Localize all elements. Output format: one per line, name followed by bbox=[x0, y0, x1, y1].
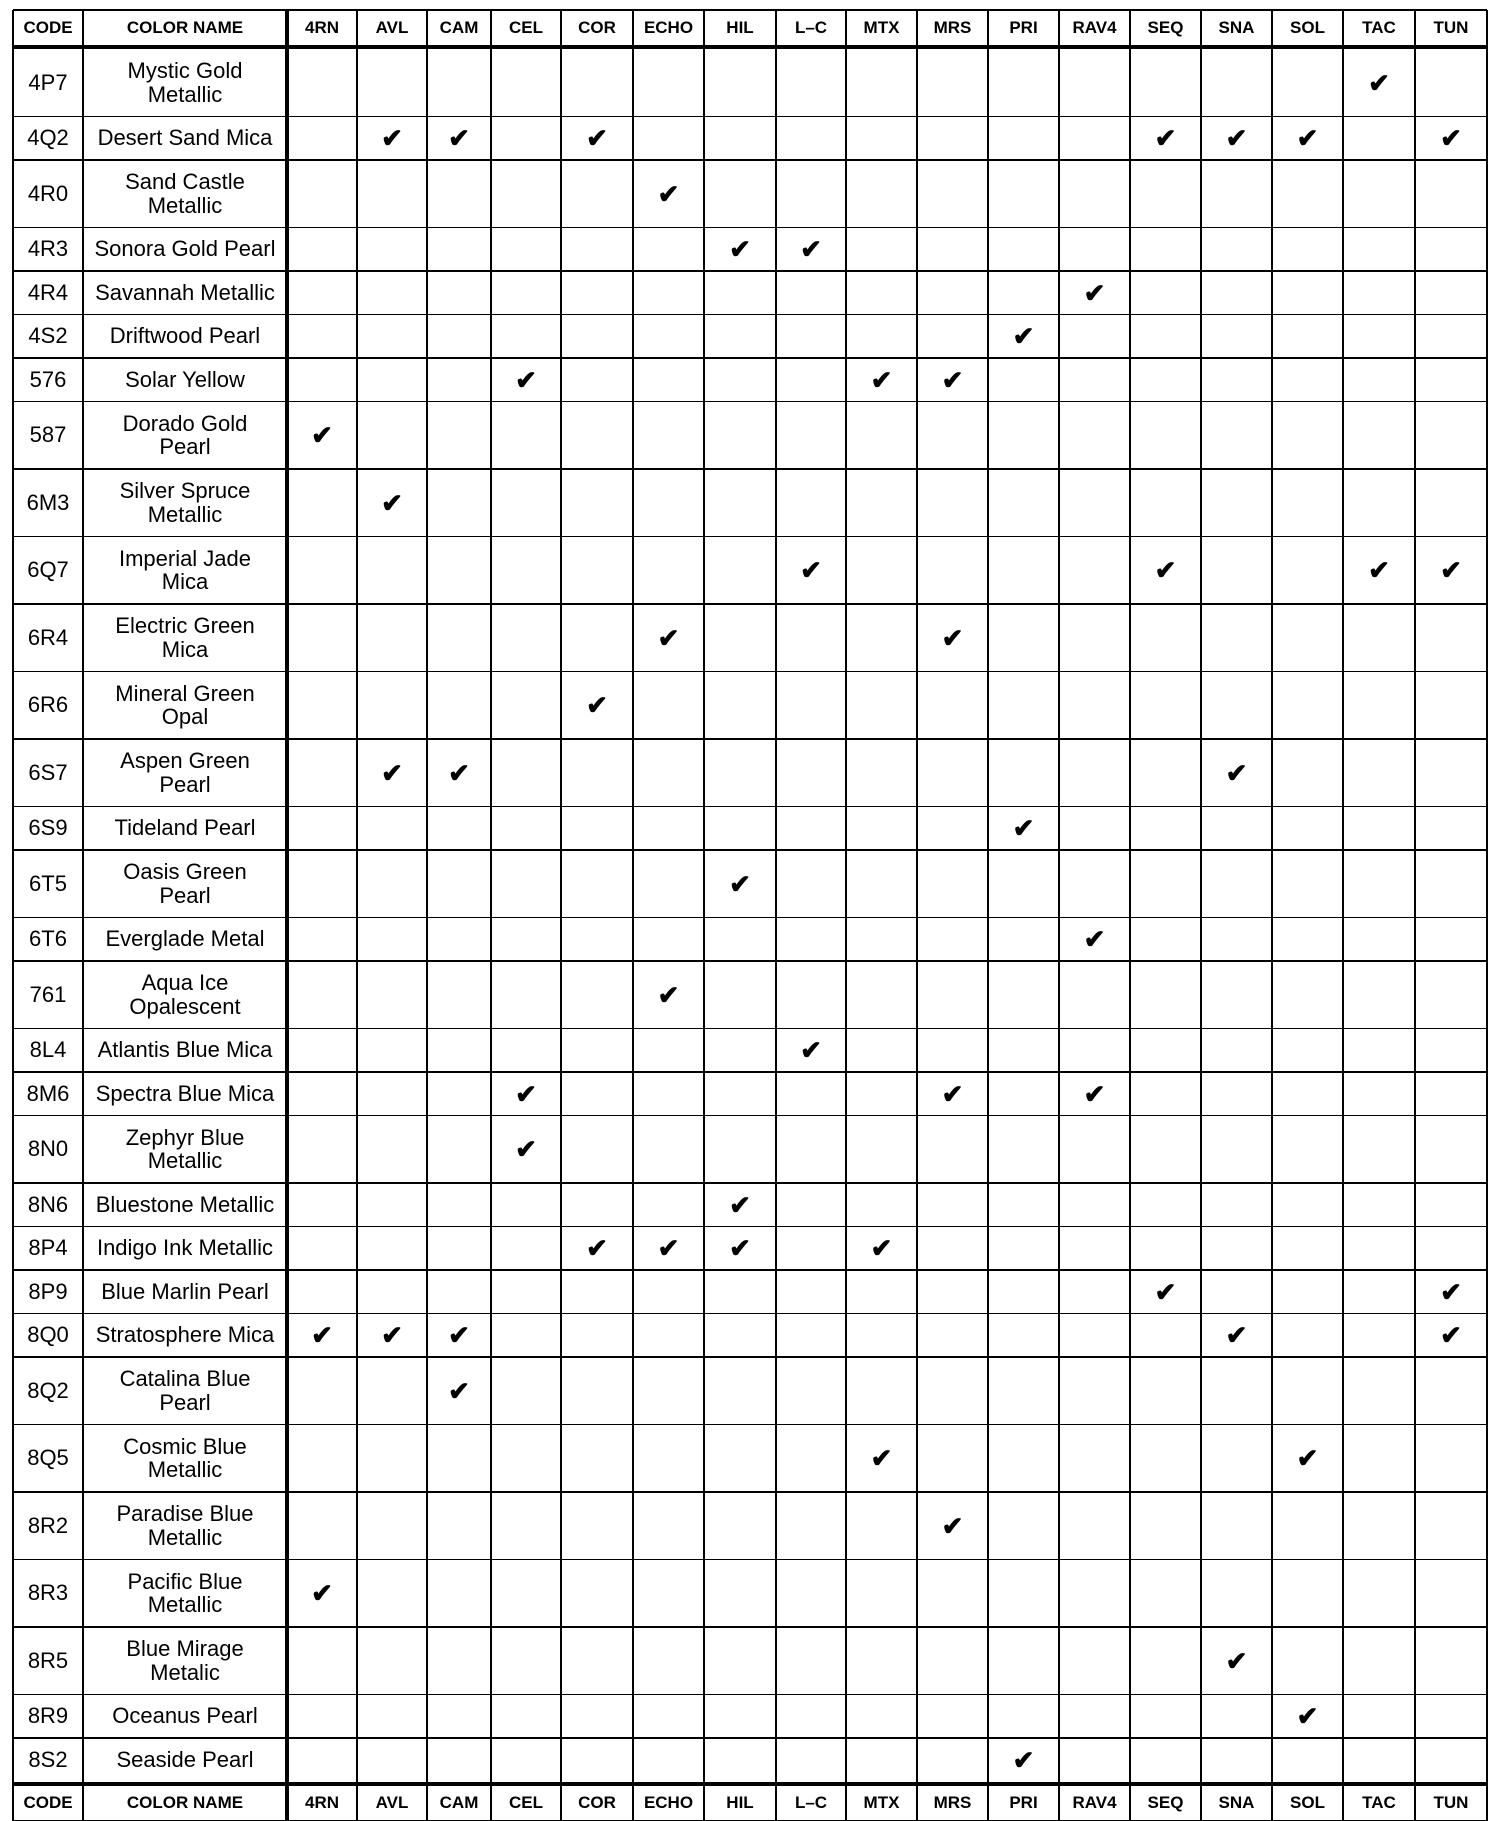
checkmark-icon: ✔ bbox=[800, 1035, 822, 1066]
checkmark-icon: ✔ bbox=[586, 123, 608, 154]
header-bottom-col-mrs: MRS bbox=[933, 1792, 972, 1812]
checkmark-icon: ✔ bbox=[1083, 924, 1106, 955]
row-divider bbox=[13, 1071, 1487, 1073]
row-color-name: Bluestone Metallic bbox=[95, 1191, 275, 1217]
row-code: 8Q5 bbox=[27, 1445, 69, 1471]
checkmark-icon: ✔ bbox=[1012, 321, 1035, 352]
row-code: 8P4 bbox=[28, 1235, 68, 1261]
checkmark-icon: ✔ bbox=[1440, 555, 1462, 586]
row-color-name: Blue Marlin Pearl bbox=[101, 1278, 269, 1304]
row-color-name: Silver Spruce Metallic bbox=[119, 478, 251, 527]
column-divider bbox=[356, 10, 358, 1821]
header-top-col-mrs: MRS bbox=[933, 18, 972, 38]
checkmark-icon: ✔ bbox=[1225, 123, 1248, 154]
row-code: 6T6 bbox=[29, 926, 67, 952]
column-divider bbox=[1058, 10, 1060, 1821]
checkmark-icon: ✔ bbox=[657, 1233, 680, 1264]
checkmark-icon: ✔ bbox=[870, 1233, 893, 1264]
row-divider bbox=[13, 270, 1487, 272]
row-divider bbox=[13, 159, 1487, 161]
row-code: 576 bbox=[29, 366, 67, 392]
row-color-name: Solar Yellow bbox=[125, 366, 245, 392]
checkmark-icon: ✔ bbox=[657, 979, 680, 1010]
row-color-name: Catalina Blue Pearl bbox=[119, 1366, 251, 1415]
header-bottom-col-4rn: 4RN bbox=[304, 1792, 339, 1812]
header-top-col-hil: HIL bbox=[726, 18, 754, 38]
row-divider bbox=[13, 917, 1487, 919]
row-color-name: Indigo Ink Metallic bbox=[96, 1235, 274, 1261]
row-code: 8R5 bbox=[27, 1647, 69, 1673]
row-color-name: Oceanus Pearl bbox=[112, 1703, 258, 1729]
header-top-col-sol: SOL bbox=[1290, 18, 1325, 38]
row-code: 8Q2 bbox=[27, 1377, 69, 1403]
column-divider bbox=[1200, 10, 1202, 1821]
row-code: 8S2 bbox=[28, 1746, 68, 1772]
checkmark-icon: ✔ bbox=[311, 1320, 333, 1351]
column-divider bbox=[987, 10, 989, 1821]
checkmark-icon: ✔ bbox=[586, 1233, 608, 1264]
header-top-col-tac: TAC bbox=[1362, 18, 1396, 38]
row-code: 8P9 bbox=[28, 1278, 68, 1304]
header-top-col-cam: CAM bbox=[439, 18, 479, 38]
row-code: 8M6 bbox=[26, 1080, 70, 1106]
header-top-col-pri: PRI bbox=[1009, 18, 1038, 38]
checkmark-icon: ✔ bbox=[586, 690, 608, 721]
checkmark-icon: ✔ bbox=[729, 1189, 751, 1220]
header-bottom-col-l–c: L–C bbox=[794, 1792, 828, 1812]
row-divider bbox=[13, 671, 1487, 673]
row-divider bbox=[13, 1626, 1487, 1628]
checkmark-icon: ✔ bbox=[311, 1578, 333, 1609]
column-divider bbox=[12, 10, 14, 1821]
row-code: 6R6 bbox=[27, 692, 69, 718]
row-color-name: Spectra Blue Mica bbox=[95, 1080, 275, 1106]
header-top-col-echo: ECHO bbox=[643, 18, 694, 38]
row-color-name: Mystic Gold Metallic bbox=[127, 58, 243, 107]
checkmark-icon: ✔ bbox=[870, 364, 893, 395]
column-divider bbox=[82, 10, 84, 1821]
checkmark-icon: ✔ bbox=[448, 757, 470, 788]
row-code: 6R4 bbox=[27, 624, 69, 650]
column-divider bbox=[1342, 10, 1344, 1821]
row-divider bbox=[13, 314, 1487, 316]
row-divider bbox=[13, 1028, 1487, 1030]
checkmark-icon: ✔ bbox=[1083, 277, 1106, 308]
header-top-col-mtx: MTX bbox=[863, 18, 900, 38]
row-color-name: Mineral Green Opal bbox=[115, 680, 255, 730]
row-divider bbox=[13, 1226, 1487, 1228]
column-divider bbox=[916, 10, 918, 1821]
row-code: 6S7 bbox=[28, 759, 68, 785]
row-code: 6S9 bbox=[28, 815, 68, 841]
checkmark-icon: ✔ bbox=[515, 1078, 537, 1109]
row-color-name: Oasis Green Pearl bbox=[123, 859, 247, 908]
footer-rule bbox=[13, 1782, 1487, 1786]
header-top-color-name: COLOR NAME bbox=[126, 18, 244, 38]
checkmark-icon: ✔ bbox=[1225, 1645, 1248, 1676]
row-color-name: Sonora Gold Pearl bbox=[94, 236, 276, 262]
row-color-name: Sand Castle Metallic bbox=[125, 169, 245, 218]
row-divider bbox=[13, 603, 1487, 605]
row-code: 8Q0 bbox=[27, 1322, 69, 1348]
checkmark-icon: ✔ bbox=[800, 234, 822, 265]
column-divider bbox=[775, 10, 777, 1821]
column-divider bbox=[490, 10, 492, 1821]
checkmark-icon: ✔ bbox=[1296, 1701, 1319, 1732]
checkmark-icon: ✔ bbox=[657, 178, 680, 209]
row-color-name: Blue Mirage Metalic bbox=[126, 1636, 244, 1685]
checkmark-icon: ✔ bbox=[1012, 1744, 1035, 1775]
row-code: 4P7 bbox=[28, 69, 68, 95]
header-bottom-col-sna: SNA bbox=[1218, 1792, 1255, 1812]
row-color-name: Aqua Ice Opalescent bbox=[129, 970, 241, 1019]
row-divider bbox=[13, 1356, 1487, 1358]
row-color-name: Paradise Blue Metallic bbox=[116, 1501, 254, 1550]
column-divider bbox=[845, 10, 847, 1821]
row-divider bbox=[13, 960, 1487, 962]
column-divider bbox=[1129, 10, 1131, 1821]
header-bottom-col-cel: CEL bbox=[509, 1792, 543, 1812]
row-divider bbox=[13, 1269, 1487, 1271]
row-divider bbox=[13, 738, 1487, 740]
header-bottom-col-avl: AVL bbox=[375, 1792, 409, 1812]
row-divider bbox=[13, 849, 1487, 851]
header-bottom-col-echo: ECHO bbox=[643, 1792, 694, 1812]
column-divider bbox=[703, 10, 705, 1821]
row-divider bbox=[13, 806, 1487, 808]
header-bottom-col-tac: TAC bbox=[1362, 1792, 1396, 1812]
checkmark-icon: ✔ bbox=[800, 555, 822, 586]
header-top-col-l–c: L–C bbox=[794, 18, 828, 38]
header-bottom-col-tun: TUN bbox=[1433, 1792, 1469, 1812]
header-top-col-cor: COR bbox=[578, 18, 616, 38]
checkmark-icon: ✔ bbox=[1440, 1276, 1462, 1307]
column-divider bbox=[632, 10, 634, 1821]
row-code: 4S2 bbox=[28, 323, 68, 349]
checkmark-icon: ✔ bbox=[941, 622, 964, 653]
row-divider bbox=[13, 116, 1487, 118]
header-bottom-col-cam: CAM bbox=[439, 1792, 479, 1812]
checkmark-icon: ✔ bbox=[1440, 123, 1462, 154]
row-divider bbox=[13, 468, 1487, 470]
header-bottom-col-hil: HIL bbox=[726, 1792, 754, 1812]
row-color-name: Pacific Blue Metallic bbox=[127, 1568, 243, 1618]
header-top-col-cel: CEL bbox=[509, 18, 543, 38]
header-top-col-seq: SEQ bbox=[1147, 18, 1184, 38]
checkmark-icon: ✔ bbox=[1154, 1276, 1177, 1307]
checkmark-icon: ✔ bbox=[448, 123, 470, 154]
checkmark-icon: ✔ bbox=[657, 622, 680, 653]
row-color-name: Savannah Metallic bbox=[95, 279, 275, 305]
checkmark-icon: ✔ bbox=[941, 1510, 964, 1541]
row-color-name: Everglade Metal bbox=[105, 926, 265, 952]
column-divider bbox=[1271, 10, 1273, 1821]
header-bottom-col-rav4: RAV4 bbox=[1072, 1792, 1117, 1812]
checkmark-icon: ✔ bbox=[1440, 1320, 1462, 1351]
row-code: 6M3 bbox=[26, 489, 70, 515]
row-code: 6Q7 bbox=[27, 557, 69, 583]
checkmark-icon: ✔ bbox=[1154, 555, 1177, 586]
row-code: 8L4 bbox=[29, 1037, 67, 1063]
row-color-name: Cosmic Blue Metallic bbox=[123, 1433, 247, 1483]
header-top-col-tun: TUN bbox=[1433, 18, 1469, 38]
checkmark-icon: ✔ bbox=[1012, 813, 1035, 844]
row-code: 6T5 bbox=[29, 870, 67, 896]
row-color-name: Tideland Pearl bbox=[114, 815, 256, 841]
row-divider bbox=[13, 1182, 1487, 1184]
checkmark-icon: ✔ bbox=[381, 487, 403, 518]
row-color-name: Aspen Green Pearl bbox=[120, 748, 250, 797]
row-code: 4R0 bbox=[27, 180, 69, 206]
row-code: 587 bbox=[29, 422, 67, 448]
row-color-name: Zephyr Blue Metallic bbox=[125, 1124, 245, 1174]
checkmark-icon: ✔ bbox=[1296, 1443, 1319, 1474]
checkmark-icon: ✔ bbox=[729, 868, 751, 899]
column-divider bbox=[1486, 10, 1488, 1821]
checkmark-icon: ✔ bbox=[1296, 123, 1319, 154]
checkmark-icon: ✔ bbox=[515, 364, 537, 395]
row-divider bbox=[13, 227, 1487, 229]
checkmark-icon: ✔ bbox=[1225, 757, 1248, 788]
name-column-rule bbox=[285, 10, 289, 1821]
header-bottom-col-seq: SEQ bbox=[1147, 1792, 1184, 1812]
header-top-col-4rn: 4RN bbox=[304, 18, 339, 38]
row-divider bbox=[13, 357, 1487, 359]
column-divider bbox=[426, 10, 428, 1821]
checkmark-icon: ✔ bbox=[448, 1375, 470, 1406]
checkmark-icon: ✔ bbox=[311, 420, 333, 451]
row-divider bbox=[13, 1115, 1487, 1117]
checkmark-icon: ✔ bbox=[941, 364, 964, 395]
row-divider bbox=[13, 1424, 1487, 1426]
checkmark-icon: ✔ bbox=[729, 234, 751, 265]
checkmark-icon: ✔ bbox=[1368, 67, 1390, 98]
header-bottom-col-pri: PRI bbox=[1009, 1792, 1038, 1812]
row-divider bbox=[13, 1491, 1487, 1493]
checkmark-icon: ✔ bbox=[1225, 1320, 1248, 1351]
row-color-name: Seaside Pearl bbox=[116, 1746, 254, 1772]
header-top-col-sna: SNA bbox=[1218, 18, 1255, 38]
row-divider bbox=[13, 1737, 1487, 1739]
header-bottom-col-cor: COR bbox=[578, 1792, 616, 1812]
table-top-border bbox=[13, 9, 1487, 11]
header-rule bbox=[13, 45, 1487, 49]
row-code: 8R9 bbox=[27, 1703, 69, 1729]
header-bottom-code: CODE bbox=[23, 1792, 73, 1812]
checkmark-icon: ✔ bbox=[381, 1320, 403, 1351]
header-top-code: CODE bbox=[23, 18, 73, 38]
checkmark-icon: ✔ bbox=[1154, 123, 1177, 154]
row-color-name: Electric Green Mica bbox=[115, 613, 255, 662]
row-color-name: Desert Sand Mica bbox=[97, 125, 273, 151]
checkmark-icon: ✔ bbox=[381, 123, 403, 154]
checkmark-icon: ✔ bbox=[870, 1443, 893, 1474]
row-divider bbox=[13, 1694, 1487, 1696]
row-code: 8N6 bbox=[27, 1191, 69, 1217]
header-bottom-color-name: COLOR NAME bbox=[126, 1792, 244, 1812]
checkmark-icon: ✔ bbox=[1368, 555, 1390, 586]
row-divider bbox=[13, 1313, 1487, 1315]
row-divider bbox=[13, 1559, 1487, 1561]
column-divider bbox=[560, 10, 562, 1821]
row-color-name: Dorado Gold Pearl bbox=[122, 410, 248, 460]
header-bottom-col-sol: SOL bbox=[1290, 1792, 1325, 1812]
row-code: 4R4 bbox=[27, 279, 69, 305]
checkmark-icon: ✔ bbox=[729, 1233, 751, 1264]
column-divider bbox=[1414, 10, 1416, 1821]
row-code: 8N0 bbox=[27, 1136, 69, 1162]
row-code: 4Q2 bbox=[27, 125, 69, 151]
checkmark-icon: ✔ bbox=[515, 1134, 537, 1165]
row-color-name: Atlantis Blue Mica bbox=[97, 1037, 273, 1063]
row-color-name: Imperial Jade Mica bbox=[118, 545, 252, 595]
row-code: 4R3 bbox=[27, 236, 69, 262]
row-code: 8R2 bbox=[27, 1512, 69, 1538]
header-top-col-avl: AVL bbox=[375, 18, 409, 38]
checkmark-icon: ✔ bbox=[381, 757, 403, 788]
checkmark-icon: ✔ bbox=[1083, 1078, 1106, 1109]
header-bottom-col-mtx: MTX bbox=[863, 1792, 900, 1812]
row-code: 761 bbox=[29, 981, 67, 1007]
checkmark-icon: ✔ bbox=[941, 1078, 964, 1109]
header-top-col-rav4: RAV4 bbox=[1072, 18, 1117, 38]
row-color-name: Stratosphere Mica bbox=[95, 1322, 275, 1348]
row-divider bbox=[13, 401, 1487, 403]
row-code: 8R3 bbox=[27, 1580, 69, 1606]
checkmark-icon: ✔ bbox=[448, 1320, 470, 1351]
row-color-name: Driftwood Pearl bbox=[109, 323, 261, 349]
row-divider bbox=[13, 536, 1487, 538]
